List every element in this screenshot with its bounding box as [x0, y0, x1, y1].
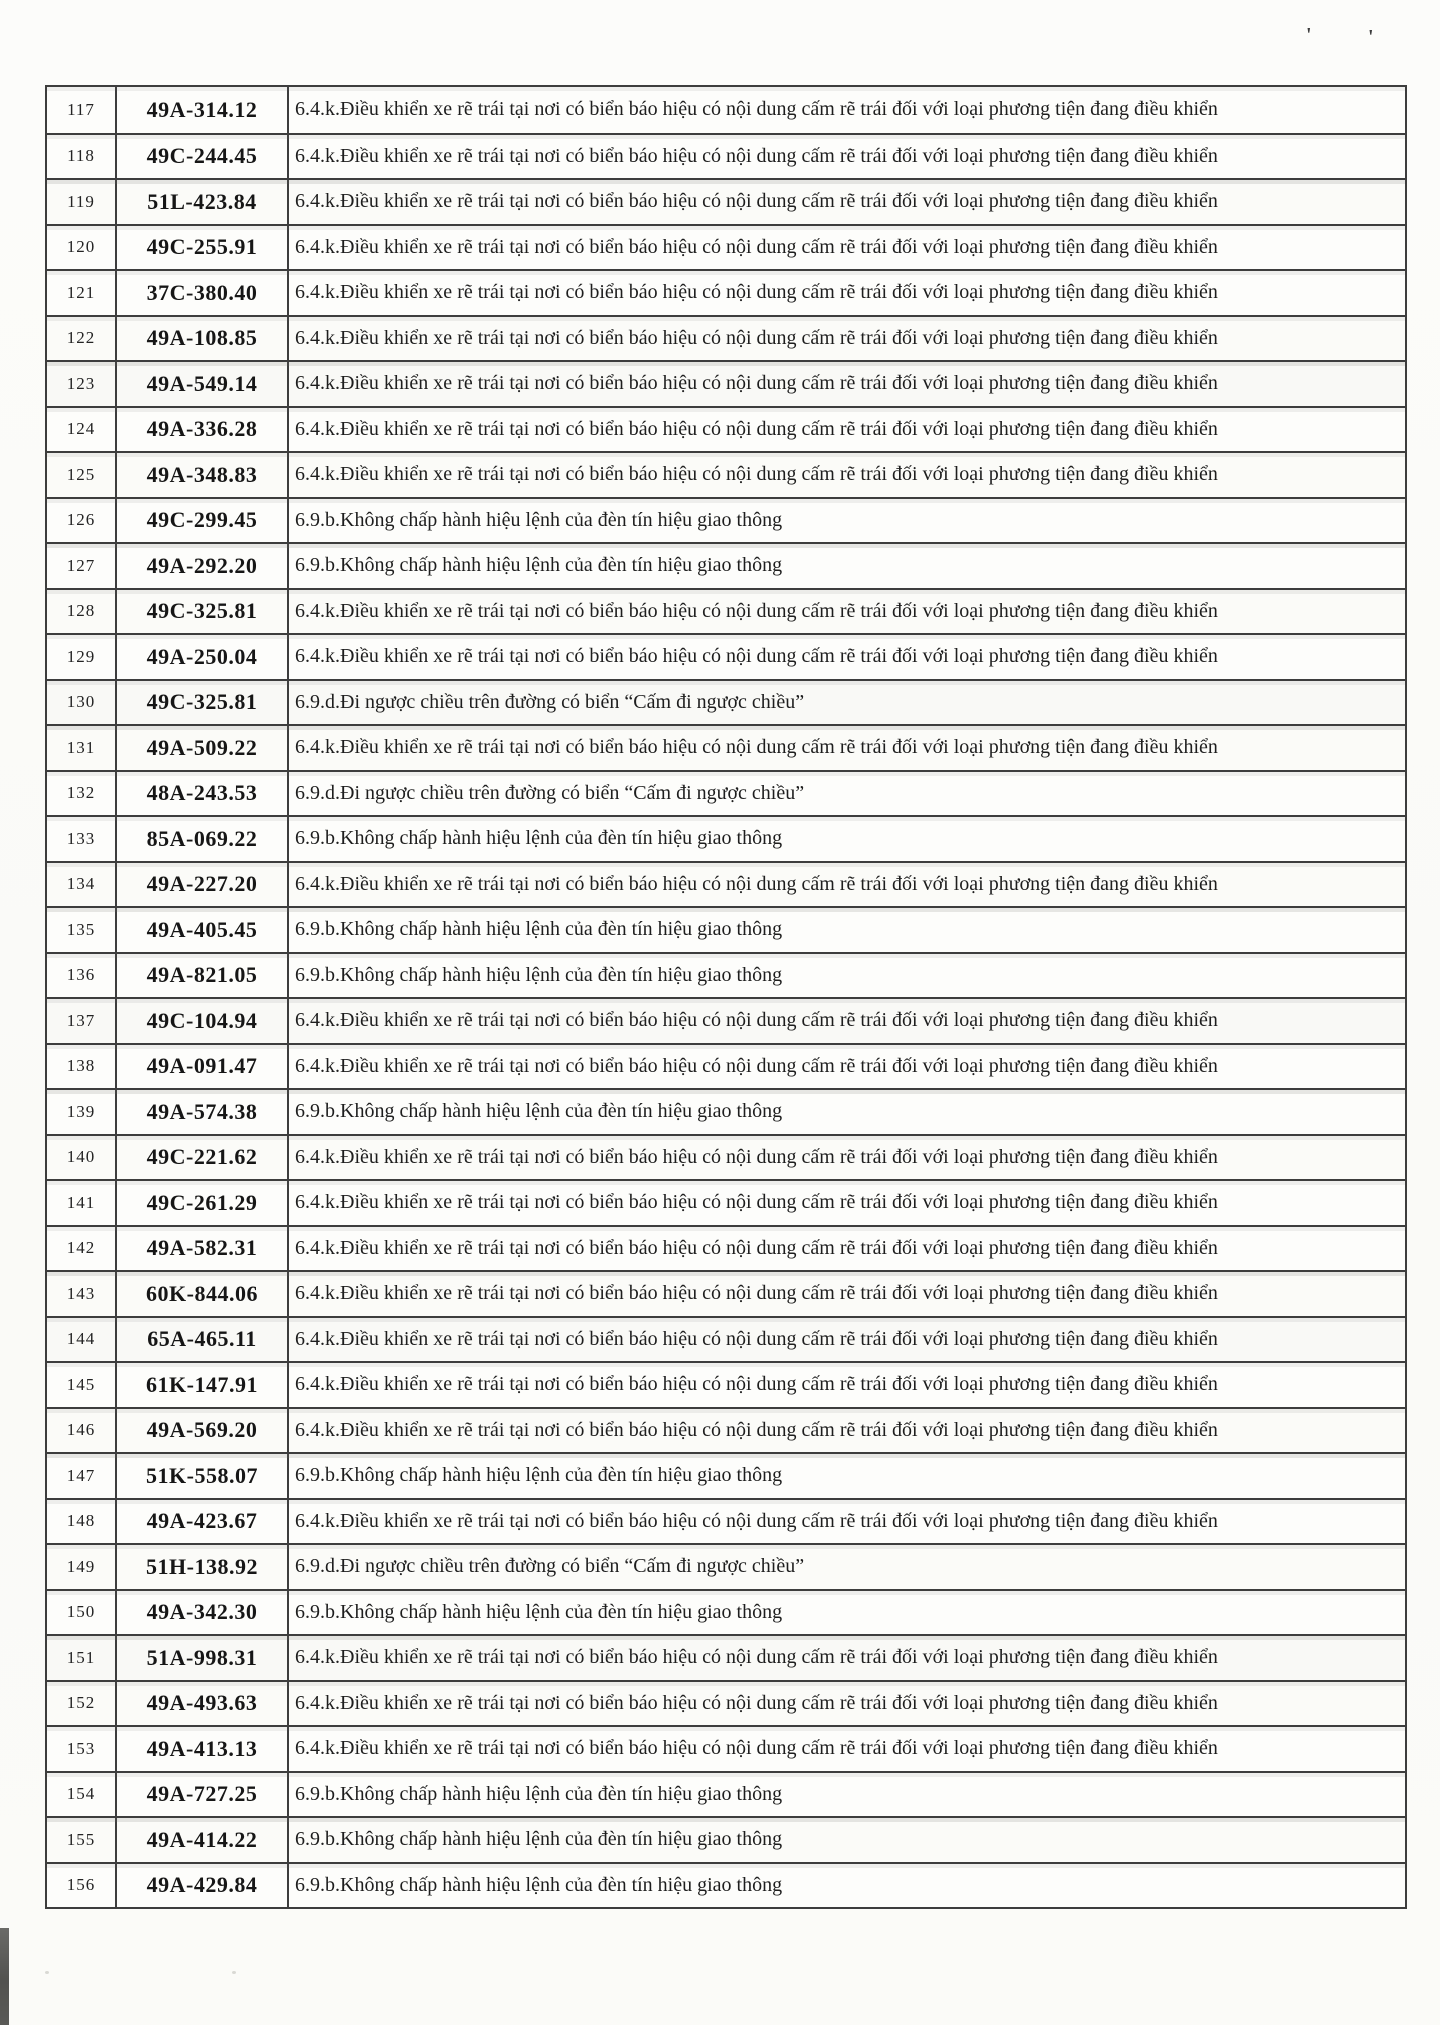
row-number: 156 — [47, 1864, 117, 1908]
license-plate: 49A-423.67 — [117, 1500, 289, 1544]
table-row — [47, 1498, 1405, 1544]
violation-text: 6.4.k.Điều khiển xe rẽ trái tại nơi có biển báo hiệu có nội dung cấm rẽ trái đối với loại phương tiện đang điều khiển — [295, 1282, 1218, 1305]
license-plate: 49A-292.20 — [117, 544, 289, 588]
table-row — [47, 952, 1405, 998]
violation-text: 6.4.k.Điều khiển xe rẽ trái tại nơi có biển báo hiệu có nội dung cấm rẽ trái đối với loại phương tiện đang điều khiển — [295, 1191, 1218, 1214]
row-number: 139 — [47, 1090, 117, 1134]
license-plate: 61K-147.91 — [117, 1363, 289, 1407]
table-row — [47, 1407, 1405, 1453]
violation-text: 6.9.b.Không chấp hành hiệu lệnh của đèn tín hiệu giao thông — [295, 1873, 783, 1896]
row-number: 128 — [47, 590, 117, 634]
row-number: 122 — [47, 317, 117, 361]
table-row — [47, 133, 1405, 179]
table-row — [47, 906, 1405, 952]
license-plate: 49A-574.38 — [117, 1090, 289, 1134]
row-number: 150 — [47, 1591, 117, 1635]
table-row — [47, 1634, 1405, 1680]
table-row — [47, 1134, 1405, 1180]
license-plate: 49A-493.63 — [117, 1682, 289, 1726]
table-row — [47, 269, 1405, 315]
violation-text: 6.4.k.Điều khiển xe rẽ trái tại nơi có biển báo hiệu có nội dung cấm rẽ trái đối với loại phương tiện đang điều khiển — [295, 463, 1218, 486]
table-row — [47, 1680, 1405, 1726]
violation-text: 6.4.k.Điều khiển xe rẽ trái tại nơi có biển báo hiệu có nội dung cấm rẽ trái đối với loại phương tiện đang điều khiển — [295, 599, 1218, 622]
row-number: 154 — [47, 1773, 117, 1817]
violation-text: 6.9.d.Đi ngược chiều trên đường có biển “Cấm đi ngược chiều” — [295, 781, 805, 804]
row-number: 132 — [47, 772, 117, 816]
license-plate: 49A-414.22 — [117, 1818, 289, 1862]
table-row — [47, 679, 1405, 725]
license-plate: 49C-325.81 — [117, 681, 289, 725]
table-row — [47, 1862, 1405, 1908]
table-row — [47, 87, 1405, 133]
row-number: 147 — [47, 1454, 117, 1498]
license-plate: 49C-299.45 — [117, 499, 289, 543]
row-number: 121 — [47, 271, 117, 315]
table-row — [47, 360, 1405, 406]
row-number: 148 — [47, 1500, 117, 1544]
table-row — [47, 815, 1405, 861]
license-plate: 51A-998.31 — [117, 1636, 289, 1680]
row-number: 145 — [47, 1363, 117, 1407]
violation-text: 6.4.k.Điều khiển xe rẽ trái tại nơi có biển báo hiệu có nội dung cấm rẽ trái đối với loại phương tiện đang điều khiển — [295, 1145, 1218, 1168]
table-row — [47, 224, 1405, 270]
table-row — [47, 1043, 1405, 1089]
license-plate: 37C-380.40 — [117, 271, 289, 315]
license-plate: 49C-325.81 — [117, 590, 289, 634]
license-plate: 49A-582.31 — [117, 1227, 289, 1271]
scan-speck — [232, 1971, 236, 1974]
license-plate: 49C-221.62 — [117, 1136, 289, 1180]
license-plate: 49A-405.45 — [117, 908, 289, 952]
row-number: 125 — [47, 453, 117, 497]
violation-text: 6.4.k.Điều khiển xe rẽ trái tại nơi có biển báo hiệu có nội dung cấm rẽ trái đối với loại phương tiện đang điều khiển — [295, 281, 1218, 304]
license-plate: 49C-104.94 — [117, 999, 289, 1043]
license-plate: 49A-549.14 — [117, 362, 289, 406]
row-number: 129 — [47, 635, 117, 679]
table-row — [47, 1589, 1405, 1635]
license-plate: 49A-336.28 — [117, 408, 289, 452]
violation-text: 6.4.k.Điều khiển xe rẽ trái tại nơi có biển báo hiệu có nội dung cấm rẽ trái đối với loại phương tiện đang điều khiển — [295, 872, 1218, 895]
violation-text: 6.4.k.Điều khiển xe rẽ trái tại nơi có biển báo hiệu có nội dung cấm rẽ trái đối với loại phương tiện đang điều khiển — [295, 1646, 1218, 1669]
table-row — [47, 178, 1405, 224]
violation-text: 6.4.k.Điều khiển xe rẽ trái tại nơi có biển báo hiệu có nội dung cấm rẽ trái đối với loại phương tiện đang điều khiển — [295, 1418, 1218, 1441]
row-number: 124 — [47, 408, 117, 452]
row-number: 142 — [47, 1227, 117, 1271]
license-plate: 49A-348.83 — [117, 453, 289, 497]
violation-text: 6.4.k.Điều khiển xe rẽ trái tại nơi có biển báo hiệu có nội dung cấm rẽ trái đối với loại phương tiện đang điều khiển — [295, 1236, 1218, 1259]
row-number: 153 — [47, 1727, 117, 1771]
violation-text: 6.9.b.Không chấp hành hiệu lệnh của đèn tín hiệu giao thông — [295, 1600, 783, 1623]
violation-text: 6.9.b.Không chấp hành hiệu lệnh của đèn tín hiệu giao thông — [295, 1782, 783, 1805]
license-plate: 49A-429.84 — [117, 1864, 289, 1908]
row-number: 130 — [47, 681, 117, 725]
license-plate: 49C-244.45 — [117, 135, 289, 179]
license-plate: 51H-138.92 — [117, 1545, 289, 1589]
row-number: 131 — [47, 726, 117, 770]
violation-text: 6.9.b.Không chấp hành hiệu lệnh của đèn tín hiệu giao thông — [295, 963, 783, 986]
row-number: 123 — [47, 362, 117, 406]
violation-text: 6.4.k.Điều khiển xe rẽ trái tại nơi có biển báo hiệu có nội dung cấm rẽ trái đối với loại phương tiện đang điều khiển — [295, 144, 1218, 167]
row-number: 138 — [47, 1045, 117, 1089]
violation-text: 6.4.k.Điều khiển xe rẽ trái tại nơi có biển báo hiệu có nội dung cấm rẽ trái đối với loại phương tiện đang điều khiển — [295, 736, 1218, 759]
row-number: 136 — [47, 954, 117, 998]
row-number: 117 — [47, 87, 117, 133]
violation-text: 6.9.d.Đi ngược chiều trên đường có biển “Cấm đi ngược chiều” — [295, 690, 805, 713]
violation-text: 6.4.k.Điều khiển xe rẽ trái tại nơi có biển báo hiệu có nội dung cấm rẽ trái đối với loại phương tiện đang điều khiển — [295, 645, 1218, 668]
table-row — [47, 1088, 1405, 1134]
violation-text: 6.4.k.Điều khiển xe rẽ trái tại nơi có biển báo hiệu có nội dung cấm rẽ trái đối với loại phương tiện đang điều khiển — [295, 1327, 1218, 1350]
row-number: 135 — [47, 908, 117, 952]
row-number: 140 — [47, 1136, 117, 1180]
table-row — [47, 1361, 1405, 1407]
violation-text: 6.4.k.Điều khiển xe rẽ trái tại nơi có biển báo hiệu có nội dung cấm rẽ trái đối với loại phương tiện đang điều khiển — [295, 190, 1218, 213]
table-row — [47, 1225, 1405, 1271]
row-number: 149 — [47, 1545, 117, 1589]
row-number: 141 — [47, 1181, 117, 1225]
table-row — [47, 1452, 1405, 1498]
violation-text: 6.4.k.Điều khiển xe rẽ trái tại nơi có biển báo hiệu có nội dung cấm rẽ trái đối với loại phương tiện đang điều khiển — [295, 326, 1218, 349]
violation-text: 6.4.k.Điều khiển xe rẽ trái tại nơi có biển báo hiệu có nội dung cấm rẽ trái đối với loại phương tiện đang điều khiển — [295, 417, 1218, 440]
license-plate: 60K-844.06 — [117, 1272, 289, 1316]
row-number: 119 — [47, 180, 117, 224]
license-plate: 51K-558.07 — [117, 1454, 289, 1498]
row-number: 152 — [47, 1682, 117, 1726]
row-number: 146 — [47, 1409, 117, 1453]
table-row — [47, 406, 1405, 452]
table-row — [47, 1725, 1405, 1771]
license-plate: 49A-413.13 — [117, 1727, 289, 1771]
license-plate: 49A-250.04 — [117, 635, 289, 679]
table-row — [47, 770, 1405, 816]
license-plate: 49C-261.29 — [117, 1181, 289, 1225]
table-row — [47, 724, 1405, 770]
row-number: 144 — [47, 1318, 117, 1362]
violation-text: 6.9.b.Không chấp hành hiệu lệnh của đèn tín hiệu giao thông — [295, 918, 783, 941]
table-row — [47, 1179, 1405, 1225]
table-row — [47, 542, 1405, 588]
violation-text: 6.4.k.Điều khiển xe rẽ trái tại nơi có biển báo hiệu có nội dung cấm rẽ trái đối với loại phương tiện đang điều khiển — [295, 1737, 1218, 1760]
license-plate: 49A-227.20 — [117, 863, 289, 907]
row-number: 126 — [47, 499, 117, 543]
violation-text: 6.9.d.Đi ngược chiều trên đường có biển “Cấm đi ngược chiều” — [295, 1555, 805, 1578]
table-row — [47, 861, 1405, 907]
table-row — [47, 997, 1405, 1043]
row-number: 143 — [47, 1272, 117, 1316]
violation-text: 6.4.k.Điều khiển xe rẽ trái tại nơi có biển báo hiệu có nội dung cấm rẽ trái đối với loại phương tiện đang điều khiển — [295, 235, 1218, 258]
license-plate: 49A-314.12 — [117, 87, 289, 133]
license-plate: 65A-465.11 — [117, 1318, 289, 1362]
scan-edge-shadow — [0, 1928, 9, 2025]
license-plate: 48A-243.53 — [117, 772, 289, 816]
license-plate: 49A-509.22 — [117, 726, 289, 770]
row-number: 155 — [47, 1818, 117, 1862]
table-row — [47, 588, 1405, 634]
violation-table — [45, 85, 1407, 1909]
table-row — [47, 1316, 1405, 1362]
license-plate: 49A-727.25 — [117, 1773, 289, 1817]
table-row — [47, 1816, 1405, 1862]
violation-text: 6.4.k.Điều khiển xe rẽ trái tại nơi có biển báo hiệu có nội dung cấm rẽ trái đối với loại phương tiện đang điều khiển — [295, 1054, 1218, 1077]
violation-text: 6.4.k.Điều khiển xe rẽ trái tại nơi có biển báo hiệu có nội dung cấm rẽ trái đối với loại phương tiện đang điều khiển — [295, 1373, 1218, 1396]
table-row — [47, 497, 1405, 543]
license-plate: 49A-108.85 — [117, 317, 289, 361]
table-row — [47, 451, 1405, 497]
license-plate: 49A-569.20 — [117, 1409, 289, 1453]
license-plate: 49A-342.30 — [117, 1591, 289, 1635]
row-number: 120 — [47, 226, 117, 270]
scan-mark-left: ' — [1306, 24, 1312, 46]
violation-text: 6.4.k.Điều khiển xe rẽ trái tại nơi có biển báo hiệu có nội dung cấm rẽ trái đối với loại phương tiện đang điều khiển — [295, 1509, 1218, 1532]
row-number: 133 — [47, 817, 117, 861]
license-plate: 49A-821.05 — [117, 954, 289, 998]
table-row — [47, 1270, 1405, 1316]
license-plate: 51L-423.84 — [117, 180, 289, 224]
row-number: 118 — [47, 135, 117, 179]
violation-text: 6.9.b.Không chấp hành hiệu lệnh của đèn tín hiệu giao thông — [295, 554, 783, 577]
scan-speck — [45, 1971, 49, 1974]
violation-text: 6.9.b.Không chấp hành hiệu lệnh của đèn tín hiệu giao thông — [295, 1100, 783, 1123]
table-row — [47, 633, 1405, 679]
table-row — [47, 1543, 1405, 1589]
violation-text: 6.9.b.Không chấp hành hiệu lệnh của đèn tín hiệu giao thông — [295, 1464, 783, 1487]
table-row — [47, 1771, 1405, 1817]
table-row — [47, 315, 1405, 361]
row-number: 127 — [47, 544, 117, 588]
violation-text: 6.9.b.Không chấp hành hiệu lệnh của đèn tín hiệu giao thông — [295, 508, 783, 531]
violation-text: 6.9.b.Không chấp hành hiệu lệnh của đèn tín hiệu giao thông — [295, 827, 783, 850]
row-number: 134 — [47, 863, 117, 907]
license-plate: 49C-255.91 — [117, 226, 289, 270]
violation-text: 6.4.k.Điều khiển xe rẽ trái tại nơi có biển báo hiệu có nội dung cấm rẽ trái đối với loại phương tiện đang điều khiển — [295, 1691, 1218, 1714]
license-plate: 85A-069.22 — [117, 817, 289, 861]
violation-text: 6.4.k.Điều khiển xe rẽ trái tại nơi có biển báo hiệu có nội dung cấm rẽ trái đối với loại phương tiện đang điều khiển — [295, 372, 1218, 395]
scan-mark-right: ' — [1368, 26, 1374, 48]
row-number: 151 — [47, 1636, 117, 1680]
row-number: 137 — [47, 999, 117, 1043]
violation-text: 6.9.b.Không chấp hành hiệu lệnh của đèn tín hiệu giao thông — [295, 1828, 783, 1851]
violation-text: 6.4.k.Điều khiển xe rẽ trái tại nơi có biển báo hiệu có nội dung cấm rẽ trái đối với loại phương tiện đang điều khiển — [295, 1009, 1218, 1032]
license-plate: 49A-091.47 — [117, 1045, 289, 1089]
violation-text: 6.4.k.Điều khiển xe rẽ trái tại nơi có biển báo hiệu có nội dung cấm rẽ trái đối với loại phương tiện đang điều khiển — [295, 98, 1218, 121]
